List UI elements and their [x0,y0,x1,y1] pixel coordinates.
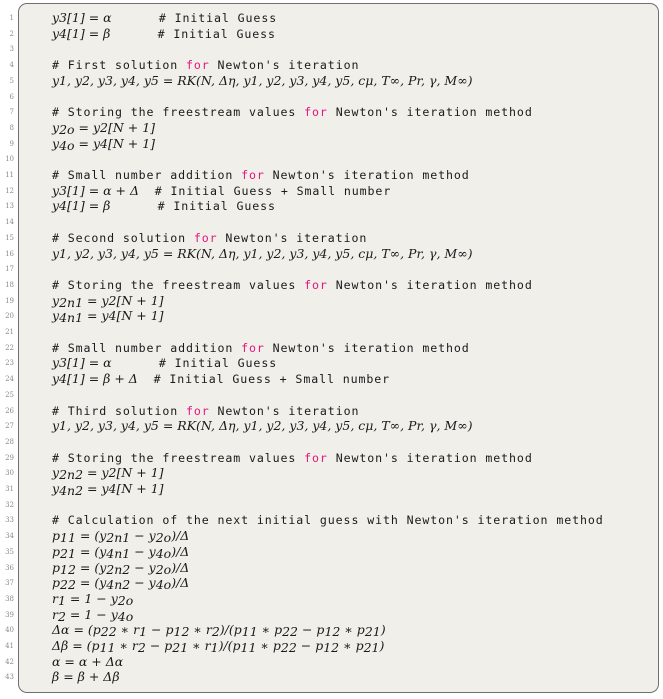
keyword-for: for [304,450,328,465]
subscript: 2o [155,561,172,577]
code-line [0,41,663,57]
code-line [0,26,663,42]
line-number: 11 [5,171,14,179]
code-text [52,183,391,200]
code-comment: # Storing the freestream values [52,450,305,465]
code-comment: # Initial Guess [157,199,276,214]
code-line [0,308,663,324]
math-expression: − y [130,543,156,559]
math-expression: = (y [75,559,107,575]
math-expression: y [52,481,60,496]
code-line [0,544,663,560]
code-text [52,481,164,497]
code-text [52,512,604,529]
math-expression: = (y [75,528,107,544]
math-expression: − p [296,638,324,653]
code-line [0,89,663,105]
code-line [0,622,663,638]
code-line [0,136,663,152]
math-expression: ∗ r [116,622,140,638]
code-comment: # Calculation of the next initial guess with Newton's iteration method [52,513,604,528]
subscript: 22 [280,640,297,655]
code-text [52,528,189,544]
math-expression: ∗ r [189,622,212,638]
code-comment: # Initial Guess [158,356,278,371]
code-text [52,136,155,152]
math-expression: α = α + Δα [52,653,124,669]
code-text [52,654,123,670]
math-expression: ) [380,622,386,638]
code-text [52,544,189,560]
code-line [0,324,663,340]
line-number: 3 [9,45,14,54]
code-line [0,183,663,199]
subscript: 2n2 [59,467,84,483]
math-expression: y3[1] = α + Δ [52,182,140,198]
keyword-for: for [241,168,265,182]
line-number: 18 [5,280,14,289]
subscript: 12 [323,640,340,655]
line-number: 29 [5,453,14,462]
spacer [112,11,159,25]
subscript: 11 [240,640,257,655]
code-text [52,293,164,309]
subscript: 4n2 [59,483,84,498]
math-expression: ∗ p [339,638,364,653]
math-expression: )/(p [218,638,241,653]
code-line [0,450,663,466]
subscript: 4n1 [59,310,84,326]
code-line [0,654,663,670]
code-text [52,120,155,136]
subscript: 1 [139,624,148,640]
code-line [0,418,663,434]
line-number: 7 [9,108,14,117]
subscript: 1 [57,592,66,608]
math-expression: y [52,135,60,151]
spacer [110,27,157,41]
code-line [0,214,663,230]
code-line [0,277,663,293]
code-line [0,528,663,544]
keyword-for: for [185,403,210,418]
math-expression: y [52,119,60,135]
code-comment: # Storing the freestream values [52,277,305,292]
math-expression: = (y [75,543,107,559]
subscript: 21 [363,640,380,655]
code-comment: Newton's iteration method [327,450,533,465]
code-text [52,167,470,184]
line-number: 5 [9,76,14,85]
code-text [52,10,277,27]
subscript: 4o [155,545,172,561]
code-line [0,481,663,497]
math-expression: ∗ r [115,638,138,653]
keyword-for: for [304,105,328,120]
math-expression: = 1 − y [65,590,118,606]
line-number: 23 [5,359,14,368]
spacer [138,372,154,386]
subscript: 2 [211,624,220,640]
code-line [0,371,663,387]
line-number: 31 [5,485,14,493]
math-expression: = y4[N + 1] [74,135,156,151]
subscript: 2n1 [106,530,131,546]
line-number: 42 [5,657,14,666]
code-line [0,575,663,591]
subscript: 2 [137,640,146,655]
code-text [52,371,390,388]
code-text [52,638,384,654]
subscript: 1 [210,640,219,655]
math-expression: )/(p [219,622,242,638]
math-expression: y3[1] = α [52,355,112,371]
code-text [52,591,133,607]
line-number: 6 [9,92,14,101]
math-expression: − p [145,638,173,653]
math-expression: β = β + Δβ [52,669,120,685]
line-number: 21 [5,328,14,336]
code-comment: Newton's iteration method [327,277,533,292]
line-number: 13 [5,202,14,211]
math-expression: = y2[N + 1] [83,465,164,481]
line-number: 16 [5,249,14,258]
code-comment: # Initial Guess + Small number [154,183,392,198]
math-expression: p [52,559,61,575]
code-text [52,230,367,247]
subscript: 11 [99,640,116,655]
line-number: 10 [5,155,14,164]
line-number: 22 [5,343,14,352]
subscript: 2o [59,121,75,137]
subscript: 21 [364,624,381,640]
subscript: 11 [241,624,258,640]
line-number: 24 [5,375,14,384]
code-text [52,607,133,623]
code-comment: # Storing the freestream values [52,105,305,120]
subscript: 12 [324,624,341,640]
line-number: 1 [9,14,14,22]
math-expression: y4[1] = β [52,25,111,41]
code-line [0,591,663,607]
subscript: 2 [57,608,66,624]
code-text [52,575,189,591]
code-line [0,10,663,26]
code-comment: # Small number addition [52,340,242,355]
math-expression: = 1 − y [65,606,118,622]
math-expression: y1, y2, y3, y4, y5 = RK(N, Δη, y1, y2, y3, y4, y5, cμ, T∞, Pr, γ, M∞) [52,418,473,434]
code-text [52,450,533,467]
subscript: 4o [117,608,134,624]
subscript: 11 [60,530,76,546]
line-number: 15 [5,233,14,242]
subscript: 21 [172,640,189,655]
code-line [0,434,663,450]
code-line [0,104,663,120]
subscript: 2n2 [106,561,131,577]
code-line [0,560,663,576]
math-expression: p [52,528,61,544]
code-line [0,340,663,356]
code-text [52,340,470,357]
line-number: 39 [5,610,14,619]
math-expression: ) [379,638,385,653]
code-comment: Newton's iteration [209,58,360,73]
keyword-for: for [241,340,265,355]
code-line [0,607,663,623]
math-expression: ∗ p [256,638,281,653]
line-number: 33 [5,516,14,525]
code-text [52,560,189,576]
line-number: 36 [5,563,14,572]
math-expression: y [52,292,60,308]
line-number: 30 [5,469,14,478]
code-comment: # Third solution [52,403,186,418]
code-text [52,198,276,215]
keyword-for: for [304,277,328,292]
subscript: 2o [155,530,172,546]
code-line [0,387,663,403]
code-comment: # Small number addition [52,168,242,182]
math-expression: = y2[N + 1] [74,119,156,135]
line-number: 38 [5,594,14,603]
code-line [0,669,663,685]
code-comment: # Initial Guess [158,11,278,25]
math-expression: )/Δ [171,559,190,575]
line-number: 28 [5,437,14,446]
code-line [0,403,663,419]
math-expression: Δβ = (p [52,638,100,653]
spacer [110,199,157,213]
math-expression: r [52,606,58,622]
code-text [52,465,164,481]
subscript: 2o [117,592,134,608]
code-line [0,261,663,277]
subscript: 4n2 [106,577,131,593]
line-number: 20 [5,312,14,321]
code-text [52,355,277,372]
math-expression: y4[1] = β [52,198,111,214]
math-expression: y1, y2, y3, y4, y5 = RK(N, Δη, y1, y2, y3, y4, y5, cμ, T∞, Pr, γ, M∞) [52,245,473,261]
code-comment: # Second solution [52,230,194,245]
keyword-for: for [185,58,210,73]
subscript: 12 [173,624,190,640]
line-number: 12 [5,186,14,195]
code-line [0,246,663,262]
code-line [0,120,663,136]
code-text [52,277,533,294]
math-expression: = y2[N + 1] [83,292,164,308]
subscript: 22 [282,624,299,640]
math-expression: − y [130,559,156,575]
spacer [139,184,155,198]
code-line [0,167,663,183]
math-expression: )/Δ [171,575,190,591]
math-expression: )/Δ [171,543,190,559]
code-line [0,512,663,528]
code-line [0,465,663,481]
math-expression: p [52,543,61,559]
code-comment: Newton's iteration [217,230,368,245]
math-expression: y [52,465,60,481]
math-expression: − y [130,575,156,591]
math-expression: y3[1] = α [52,10,112,25]
keyword-for: for [193,230,218,245]
subscript: 22 [60,577,76,593]
code-text [52,57,359,74]
math-expression: ∗ r [188,638,211,653]
code-line [0,355,663,371]
subscript: 4o [155,577,172,593]
code-comment: # Initial Guess [157,26,276,41]
math-expression: − p [147,622,174,638]
code-line [0,198,663,214]
math-expression: Δα = (p [52,622,101,638]
code-line [0,230,663,246]
math-expression: y [52,308,60,324]
line-number: 35 [5,547,14,556]
math-expression: )/Δ [171,528,190,544]
line-number: 8 [9,123,14,132]
math-expression: − p [298,622,325,638]
line-number: 37 [5,579,14,588]
math-expression: ∗ p [257,622,283,638]
math-expression: = (y [75,575,107,591]
line-number: 40 [5,626,14,635]
line-number: 9 [9,139,14,148]
code-comment: Newton's iteration [209,403,360,418]
code-line [0,293,663,309]
math-expression: p [52,575,61,591]
math-expression: y4[1] = β + Δ [52,371,138,387]
math-expression: − y [130,528,156,544]
code-text [52,418,473,434]
code-line [0,73,663,89]
math-expression: r [52,590,58,606]
code-text [52,246,473,262]
code-text [52,403,359,420]
math-expression: = y4[N + 1] [83,308,164,324]
math-expression: ∗ p [340,622,365,638]
math-expression: y1, y2, y3, y4, y5 = RK(N, Δη, y1, y2, y3, y4, y5, cμ, T∞, Pr, γ, M∞) [52,72,473,88]
code-line [0,638,663,654]
line-number: 19 [5,296,14,305]
line-number: 41 [5,642,14,650]
subscript: 21 [60,545,76,561]
line-number: 26 [5,406,14,415]
line-number: 4 [9,61,14,70]
line-number: 17 [5,265,14,274]
subscript: 4o [59,137,75,153]
code-text [52,73,473,89]
code-line [0,57,663,73]
spacer [112,356,159,370]
subscript: 12 [60,561,76,577]
math-expression: = y4[N + 1] [83,481,164,496]
code-text [52,622,386,638]
code-text [52,104,533,121]
code-comment: Newton's iteration method [264,340,470,355]
line-number: 27 [5,422,14,431]
line-number: 32 [5,500,14,509]
line-number: 43 [5,673,14,682]
code-comment: Newton's iteration method [327,105,533,120]
code-text [52,669,120,685]
code-text [52,308,164,324]
subscript: 4n1 [106,545,131,561]
line-number: 34 [5,532,14,541]
code-text [52,26,276,43]
line-number: 14 [5,218,14,227]
code-comment: # First solution [52,58,186,73]
code-line [0,151,663,167]
subscript: 2n1 [59,294,84,310]
code-comment: Newton's iteration method [264,168,470,182]
code-line [0,497,663,513]
line-number: 2 [9,29,14,38]
code-comment: # Initial Guess + Small number [153,372,390,387]
subscript: 22 [100,624,117,640]
line-number: 25 [5,390,14,399]
